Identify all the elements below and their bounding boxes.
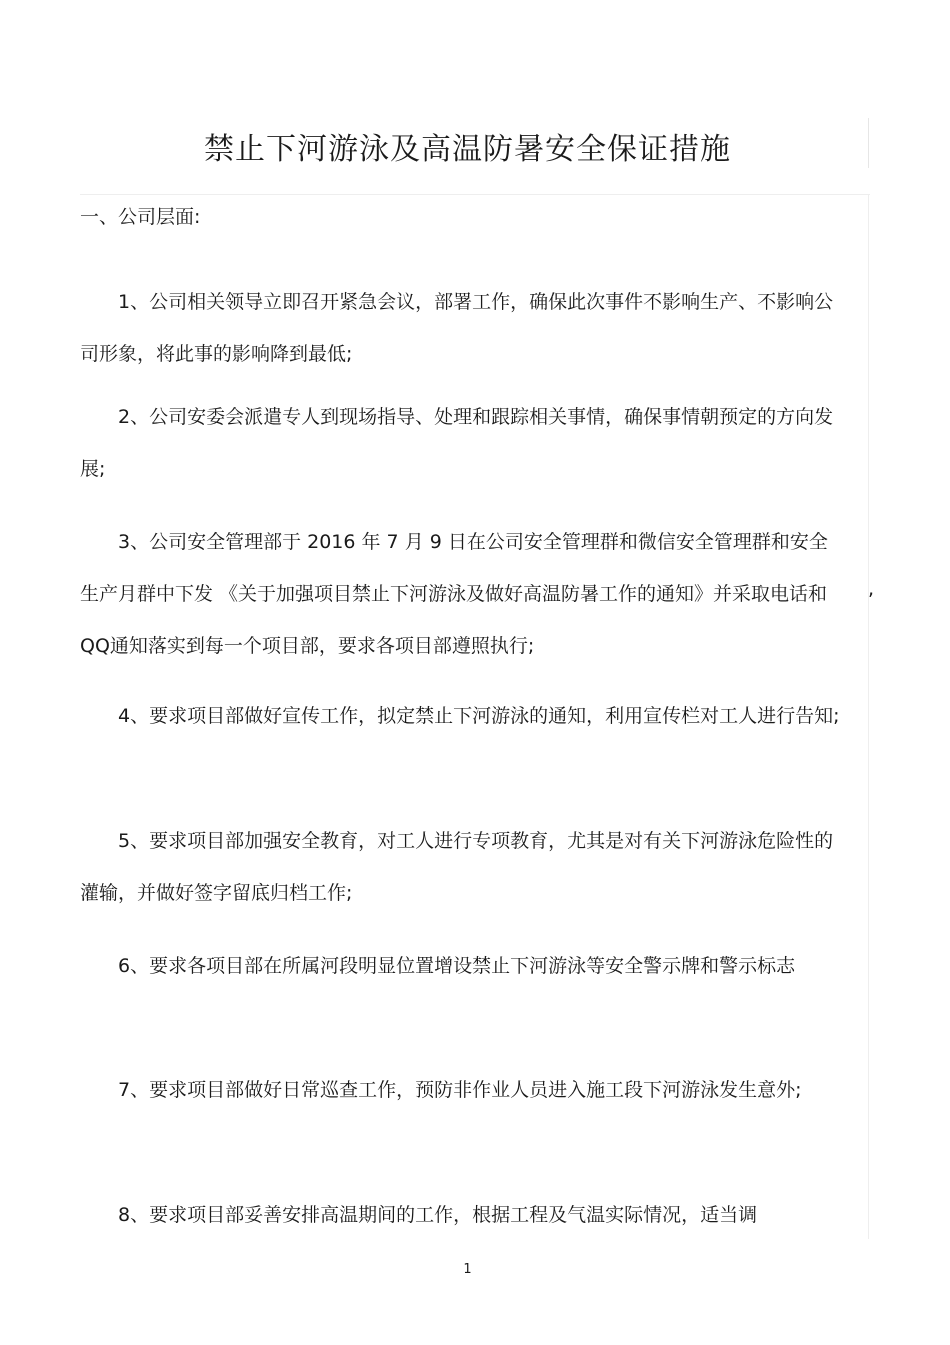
paragraph-6: 6、要求各项目部在所属河段明显位置增设禁止下河游泳等安全警示牌和警示标志 bbox=[118, 955, 796, 977]
paragraph-2: 2、公司安委会派遣专人到现场指导、处理和跟踪相关事情，确保事情朝预定的方向发展; bbox=[80, 406, 834, 480]
paragraph-8: 8、要求项目部妥善安排高温期间的工作，根据工程及气温实际情况，适当调 bbox=[118, 1204, 758, 1226]
paragraph-5: 5、要求项目部加强安全教育，对工人进行专项教育，尤其是对有关下河游泳危险性的灌输，并做好签字留底归档工作; bbox=[80, 830, 834, 904]
paragraph-4: 4、要求项目部做好宣传工作，拟定禁止下河游泳的通知，利用宣传栏对工人进行告知; bbox=[118, 705, 840, 727]
paragraph-1: 1、公司相关领导立即召开紧急会议，部署工作，确保此次事件不影响生产、不影响公司形象，将此事的影响降到最低; bbox=[80, 291, 834, 365]
vertical-divider bbox=[868, 118, 869, 168]
page-number: 1 bbox=[463, 1262, 472, 1277]
horizontal-divider bbox=[80, 194, 870, 195]
paragraph-7: 7、要求项目部做好日常巡查工作，预防非作业人员进入施工段下河游泳发生意外; bbox=[118, 1079, 802, 1101]
vertical-divider bbox=[868, 194, 869, 1239]
stray-comma: , bbox=[868, 578, 875, 600]
document-title: 禁止下河游泳及高温防暑安全保证措施 bbox=[204, 132, 731, 167]
paragraph-3: 3、公司安全管理部于 2016 年 7 月 9 日在公司安全管理群和微信安全管理群和安全生产月群中下发 《关于加强项目禁止下河游泳及做好高温防暑工作的通知》并采取电话和 QQ通知落实到每一个项目部，要求各项目部遵照执行; bbox=[80, 531, 828, 657]
section-heading: 一、公司层面: bbox=[80, 206, 201, 228]
